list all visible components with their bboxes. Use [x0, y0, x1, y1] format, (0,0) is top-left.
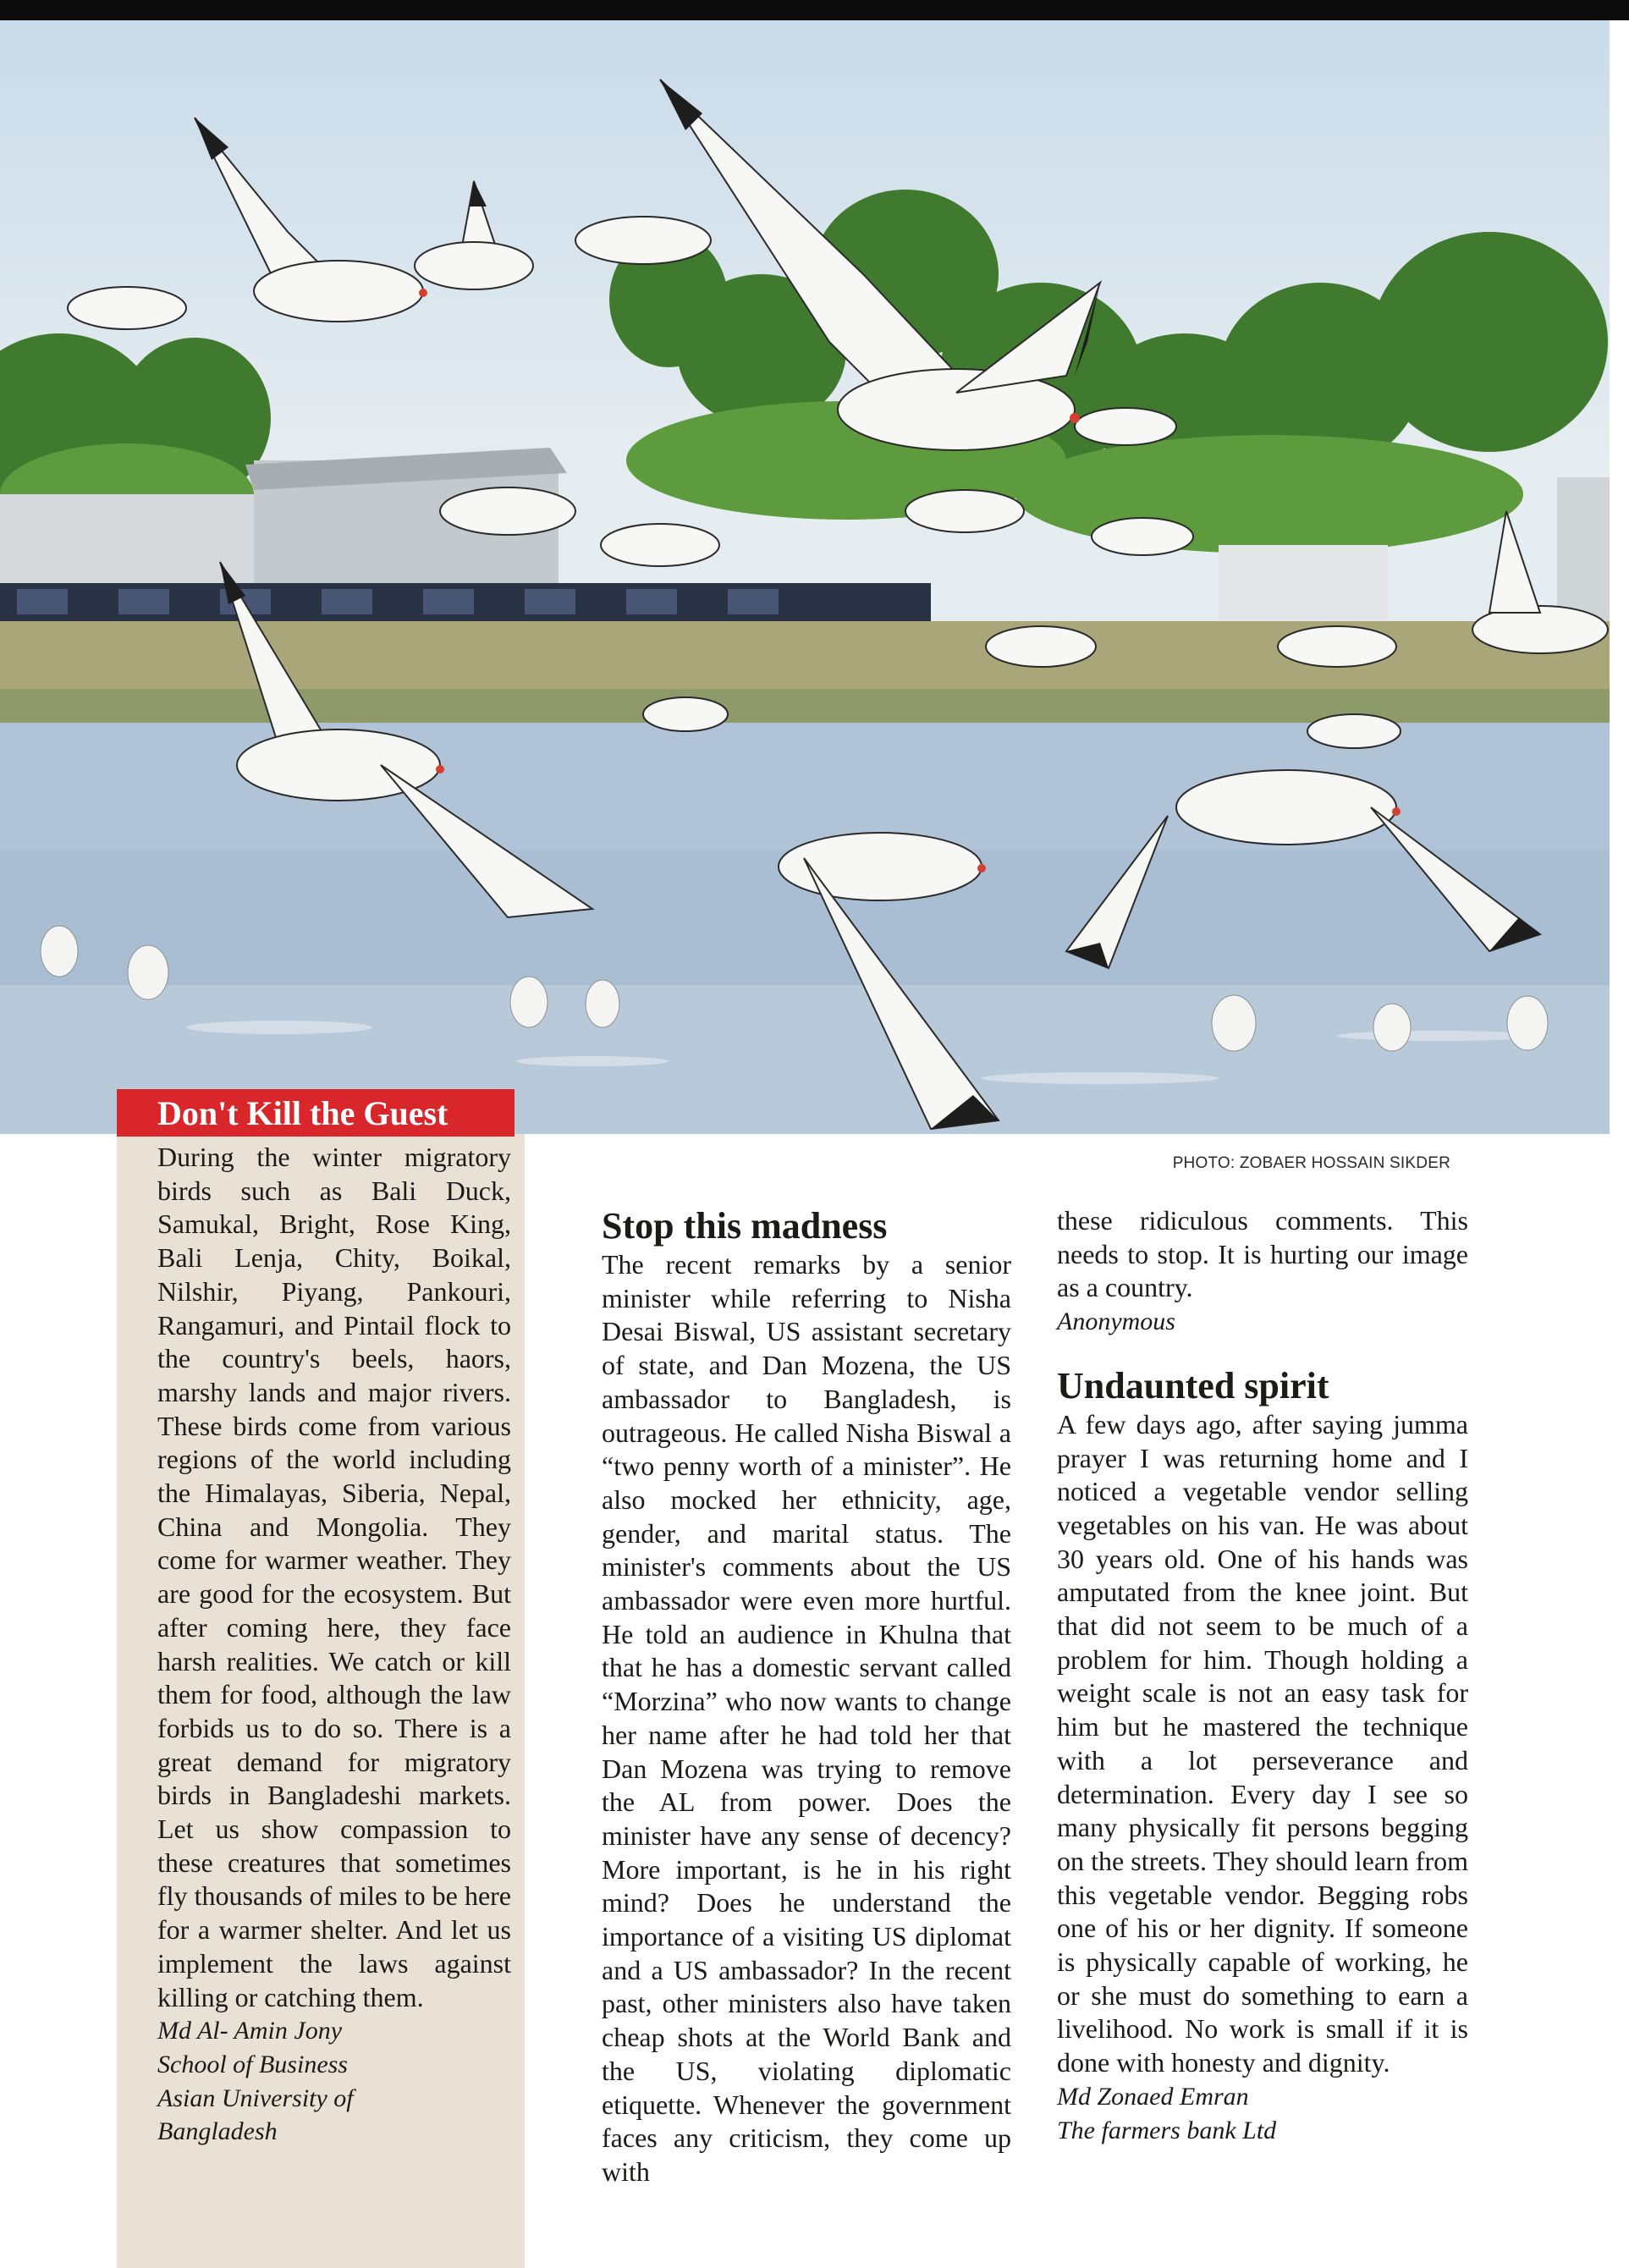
- sidebar-letter-title: Don't Kill the Guest: [117, 1089, 515, 1137]
- sidebar-signature-line: Md Al- Amin Jony: [157, 2017, 343, 2045]
- stop-madness-title: Stop this madness: [602, 1205, 888, 1247]
- stop-madness-signature: Anonymous: [1057, 1307, 1175, 1336]
- sidebar-signature-line: Bangladesh: [157, 2117, 278, 2146]
- seagulls-photo: [0, 20, 1610, 1134]
- undaunted-spirit-body: A few days ago, after saying jumma prayer I was returning home and I noticed a vegetable vendor selling vegetables on his van. He was about 30 years old. One of his hands was amputated from the knee joint. But that did not seem to be much of a problem for him. Though holding a weight scale is not an easy task for him but he mastered the technique with a lot perseverance and determination. Every day I see so many physically fit persons begging on the streets. They should learn from this vegetable vendor. Begging robs one of his or her dignity. If someone is physically capable of working, he or she must do something to earn a livelihood. No work is small if it is done with honesty and dignity.: [1057, 1408, 1468, 2078]
- undaunted-spirit-title: Undaunted spirit: [1057, 1364, 1329, 1406]
- sidebar-letter-body: During the winter migratory birds such as Bali Duck, Samukal, Bright, Rose King, Bali Lenja, Chity, Boikal, Nilshir, Piyang, Pankouri, Rangamuri, and Pintail flock to the country's beels, haors, marshy lands and major rivers. These birds come from various regions of the world including the Himalayas, Siberia, Nepal, China and Mongolia. They come for warmer weather. They are good for the ecosystem. But after coming here, they face harsh realities. We catch or kill them for food, although the law forbids us to do so. There is a great demand for migratory birds in Bangladeshi markets. Let us show compassion to these creatures that sometimes fly thousands of miles to be here for a warmer shelter. And let us implement the laws against killing or catching them.: [157, 1142, 511, 2012]
- stop-madness-body: The recent remarks by a senior minister while referring to Nisha Desai Biswal, US assistant secretary of state, and Dan Mozena, the US ambassador to Bangladesh, is outrageous. He called Nisha Biswal a “two penny worth of a minister”. He also mocked her ethnicity, age, gender, and marital status. The minister's comments about the US ambassador were even more hurtful. He told an audience in Khulna that that he has a domestic servant called “Morzina” who now wants to change her name after he had told her that Dan Mozena was trying to remove the AL from power. Does the minister have any sense of decency? More important, is he in his right mind? Does he understand the importance of a visiting US diplomat and a US ambassador? In the recent past, other ministers also have taken cheap shots at the World Bank and the US, violating diplomatic etiquette. Whenever the government faces any criticism, they come up with: [602, 1249, 1011, 2187]
- top-black-bar: [0, 0, 1629, 20]
- sidebar-signature-line: Asian University of: [157, 2084, 354, 2112]
- stop-madness-letter: [602, 1204, 1011, 2189]
- right-margin-strip: [1610, 20, 1629, 2268]
- sidebar-signature-line: School of Business: [157, 2050, 348, 2078]
- photo-credit: PHOTO: ZOBAER HOSSAIN SIKDER: [1172, 1154, 1450, 1172]
- stop-madness-continuation: these ridiculous comments. This needs to stop. It is hurting our image as a country.: [1057, 1205, 1468, 1303]
- right-column: [1057, 1204, 1468, 2147]
- undaunted-spirit-signature-line: The farmers bank Ltd: [1057, 2116, 1277, 2144]
- sidebar-letter-content: [157, 1141, 511, 2149]
- undaunted-spirit-signature-line: Md Zonaed Emran: [1057, 2082, 1249, 2111]
